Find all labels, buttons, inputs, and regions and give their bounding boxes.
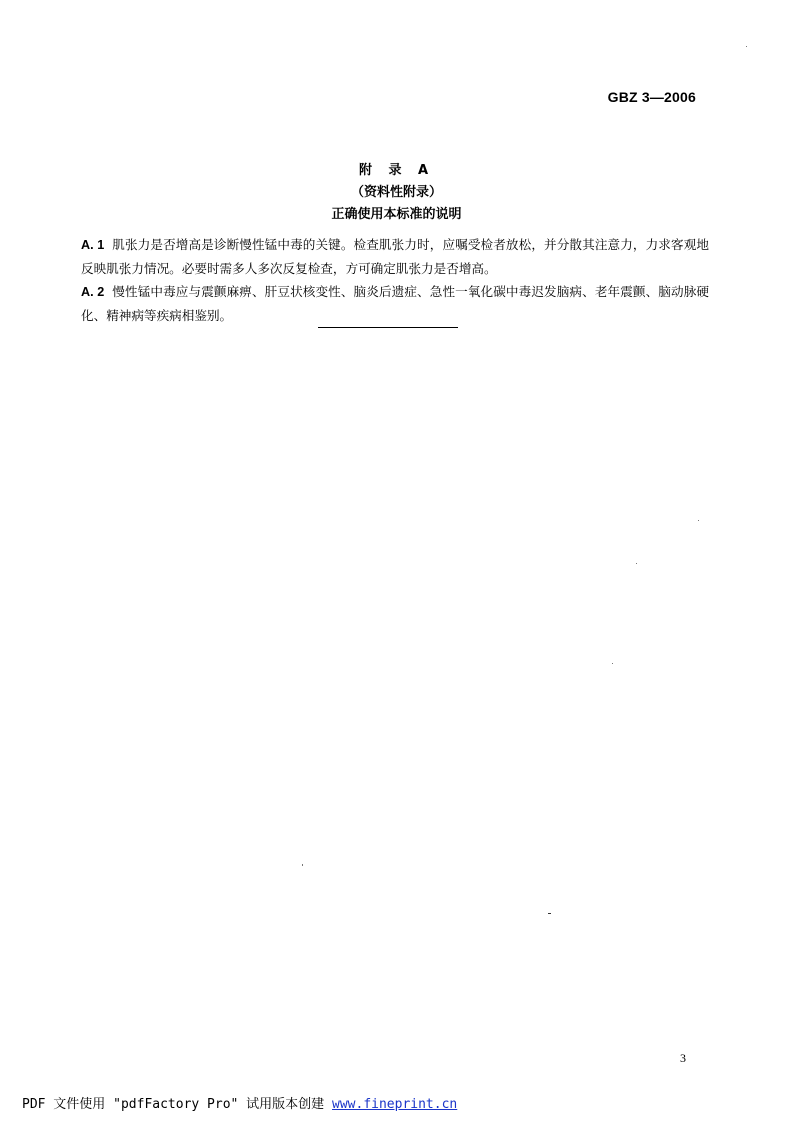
footer-link[interactable]: www.fineprint.cn — [332, 1097, 458, 1112]
scan-speck — [548, 913, 551, 914]
appendix-heading — [0, 160, 793, 226]
scan-speck — [612, 663, 613, 664]
scan-speck — [746, 46, 747, 47]
clause-a1 — [81, 233, 709, 280]
scan-speck — [302, 864, 303, 866]
clause-number: A. 2 — [81, 285, 105, 299]
pdf-footer-note — [22, 1093, 457, 1112]
clause-text: 慢性锰中毒应与震颤麻痹、肝豆状核变性、脑炎后遗症、急性一氧化碳中毒迟发脑病、老年震颤、脑动脉硬化、精神病等疾病相鉴别。 — [81, 284, 709, 323]
standard-code: GBZ 3—2006 — [607, 89, 696, 105]
clause-text: 肌张力是否增高是诊断慢性锰中毒的关键。检查肌张力时，应嘱受检者放松，并分散其注意力，力求客观地反映肌张力情况。必要时需多人多次反复检查，方可确定肌张力是否增高。 — [81, 237, 709, 276]
scan-speck — [698, 520, 699, 521]
appendix-type: （资料性附录） — [350, 185, 442, 200]
appendix-title: 附 录 A — [358, 163, 435, 178]
appendix-body — [81, 233, 709, 327]
scan-speck — [636, 563, 637, 564]
clause-a2 — [81, 280, 709, 327]
clause-number: A. 1 — [81, 238, 105, 252]
footer-prefix: PDF 文件使用 "pdfFactory Pro" 试用版本创建 — [22, 1097, 333, 1112]
appendix-subject: 正确使用本标准的说明 — [331, 207, 462, 222]
end-of-appendix-rule — [318, 327, 458, 328]
page-number: 3 — [680, 1051, 686, 1065]
